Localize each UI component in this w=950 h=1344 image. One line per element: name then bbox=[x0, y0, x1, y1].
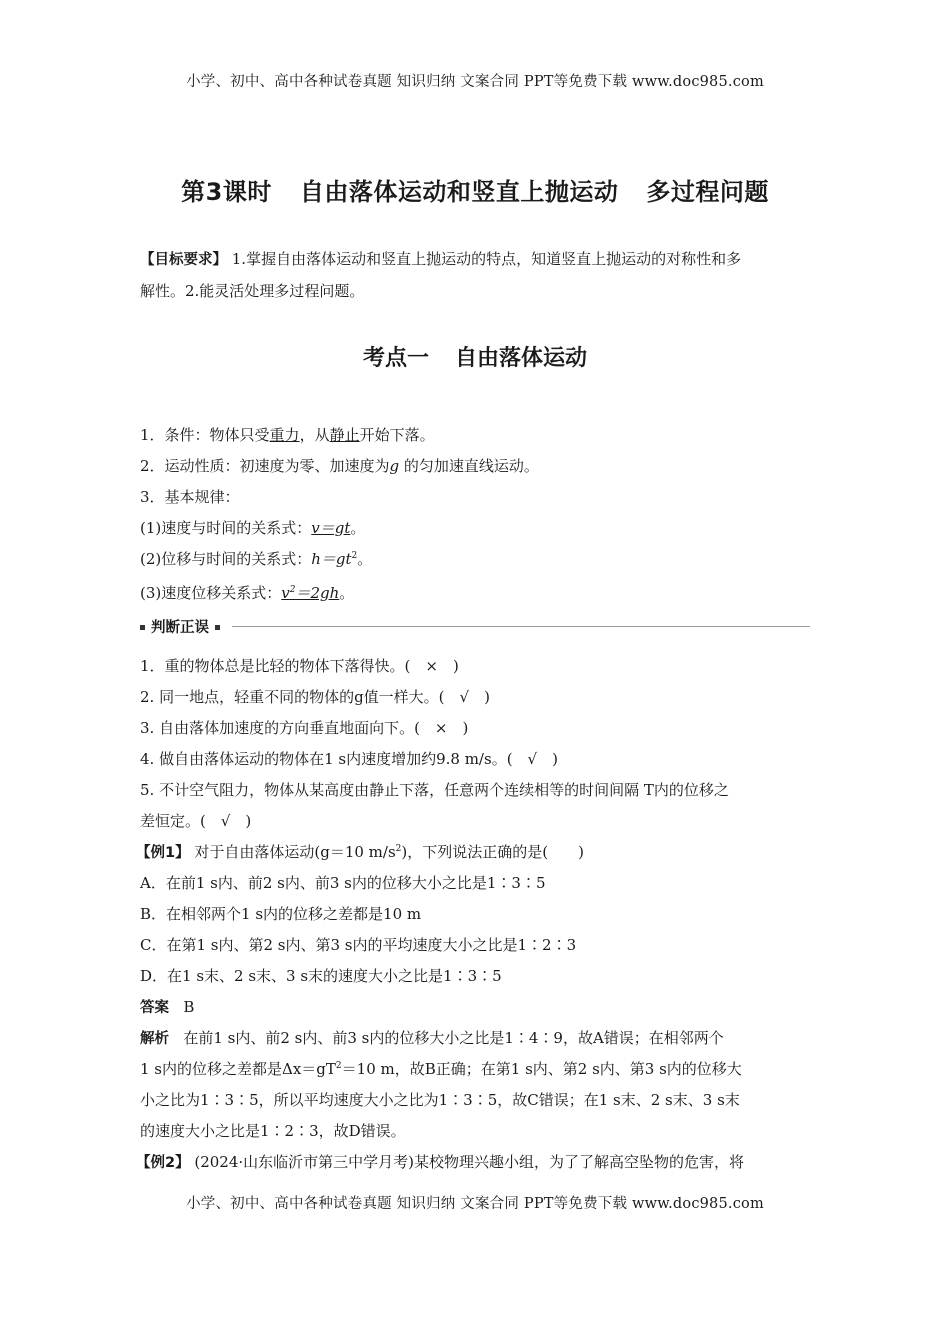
text: 在前1 s内、前2 s内、前3 s内的位移大小之比是1∶4∶9，故A错误；在相邻两个 bbox=[183, 1029, 724, 1047]
page-header: 小学、初中、高中各种试卷真题 知识归纳 文案合同 PPT等免费下载 www.doc985.com bbox=[186, 74, 764, 90]
text: 开始下落。 bbox=[359, 426, 435, 444]
judge-item: 2. 同一地点，轻重不同的物体的g值一样大。( √ ) bbox=[140, 688, 490, 706]
example1-stem bbox=[136, 841, 584, 862]
option-b: B．在相邻两个1 s内的位移之差都是10 m bbox=[140, 905, 422, 923]
judge-item: 3. 自由落体加速度的方向垂直地面向下。( × ) bbox=[140, 719, 469, 737]
text: 2．运动性质：初速度为零、加速度为 bbox=[140, 457, 390, 475]
judge-heading bbox=[140, 616, 226, 637]
option-c: C．在第1 s内、第2 s内、第3 s内的平均速度大小之比是1∶2∶3 bbox=[140, 936, 577, 954]
text: 的匀加速直线运动。 bbox=[399, 457, 539, 475]
point-motion-nature bbox=[140, 455, 539, 476]
text: 。 bbox=[357, 550, 373, 568]
option-a: A．在前1 s内、前2 s内、前3 s内的位移大小之比是1∶3∶5 bbox=[140, 874, 546, 892]
text: ＝2gh bbox=[295, 584, 340, 602]
text: (3)速度位移关系式： bbox=[140, 584, 282, 602]
text: 1．条件：物体只受 bbox=[140, 426, 270, 444]
answer-line bbox=[140, 996, 194, 1017]
divider bbox=[232, 626, 810, 627]
blank-gravity: 重力 bbox=[269, 426, 300, 444]
judge-item: 1．重的物体总是比轻的物体下落得快。( × ) bbox=[140, 657, 459, 675]
text: )，下列说法正确的是( ) bbox=[401, 843, 584, 861]
formula: h＝gt bbox=[311, 550, 352, 568]
text: 对于自由落体运动(g＝10 m/s bbox=[189, 843, 396, 861]
page-title bbox=[0, 172, 950, 207]
superscript: 2 bbox=[335, 1061, 342, 1071]
example-label: 【例2】 bbox=[136, 1155, 190, 1171]
formula-displacement bbox=[140, 548, 372, 569]
text: ，从 bbox=[299, 426, 330, 444]
text: (1)速度与时间的关系式： bbox=[140, 519, 312, 537]
formula bbox=[281, 584, 339, 602]
square-bullet-icon bbox=[140, 625, 145, 630]
section-heading bbox=[0, 341, 950, 372]
title-topic: 自由落体运动和竖直上抛运动 bbox=[299, 178, 619, 206]
formula-velocity bbox=[140, 517, 365, 538]
superscript: 2 bbox=[395, 844, 402, 854]
text: ＝10 m，故B正确；在第1 s内、第2 s内、第3 s内的位移大 bbox=[341, 1060, 742, 1078]
objective-line2: 解性。2.能灵活处理多过程问题。 bbox=[140, 282, 365, 300]
formula: v＝gt bbox=[311, 519, 351, 537]
text: 1 s内的位移之差都是Δx＝gT bbox=[140, 1060, 336, 1078]
title-subtopic: 多过程问题 bbox=[646, 178, 769, 206]
symbol-g: g bbox=[389, 457, 400, 475]
analysis-line3: 小之比为1∶3∶5，所以平均速度大小之比为1∶3∶5，故C错误；在1 s末、2 s末、3 s末 bbox=[140, 1091, 740, 1109]
objective-block bbox=[140, 244, 812, 307]
example-label: 【例1】 bbox=[136, 845, 190, 861]
objective-label: 【目标要求】 bbox=[140, 252, 227, 268]
judge-item: 4. 做自由落体运动的物体在1 s内速度增加约9.8 m/s。( √ ) bbox=[140, 750, 558, 768]
analysis-line2 bbox=[140, 1058, 742, 1079]
section-number: 考点一 bbox=[362, 346, 429, 371]
judge-label: 判断正误 bbox=[151, 620, 209, 636]
square-bullet-icon bbox=[215, 625, 220, 630]
option-d: D．在1 s末、2 s末、3 s末的速度大小之比是1∶3∶5 bbox=[140, 967, 502, 985]
judge-item: 5. 不计空气阻力，物体从某高度由静止下落，任意两个连续相等的时间间隔 T内的位移之 bbox=[140, 781, 729, 799]
answer-label: 答案 bbox=[140, 1000, 169, 1016]
title-lesson: 第3课时 bbox=[181, 178, 272, 206]
page-footer: 小学、初中、高中各种试卷真题 知识归纳 文案合同 PPT等免费下载 www.doc985.com bbox=[186, 1196, 764, 1212]
blank-rest: 静止 bbox=[329, 426, 360, 444]
objective-line1: 1.掌握自由落体运动和竖直上抛运动的特点，知道竖直上抛运动的对称性和多 bbox=[227, 250, 742, 268]
text: (2024·山东临沂市第三中学月考)某校物理兴趣小组，为了了解高空坠物的危害，将 bbox=[189, 1153, 745, 1171]
analysis-label: 解析 bbox=[140, 1031, 169, 1047]
judge-item: 差恒定。( √ ) bbox=[140, 812, 252, 830]
answer-value: B bbox=[183, 998, 195, 1016]
text: (2)位移与时间的关系式： bbox=[140, 550, 312, 568]
analysis-line4: 的速度大小之比是1∶2∶3，故D错误。 bbox=[140, 1122, 406, 1140]
point-condition bbox=[140, 424, 435, 445]
superscript: 2 bbox=[351, 551, 358, 561]
text: 。 bbox=[350, 519, 366, 537]
point-rules: 3．基本规律： bbox=[140, 488, 240, 506]
analysis-line1 bbox=[140, 1027, 724, 1048]
formula-velocity-displacement bbox=[140, 582, 354, 603]
section-name: 自由落体运动 bbox=[455, 346, 588, 371]
superscript: 2 bbox=[289, 585, 296, 595]
example2-stem bbox=[136, 1151, 744, 1172]
text: 。 bbox=[339, 584, 355, 602]
symbol-v: v bbox=[281, 584, 290, 602]
